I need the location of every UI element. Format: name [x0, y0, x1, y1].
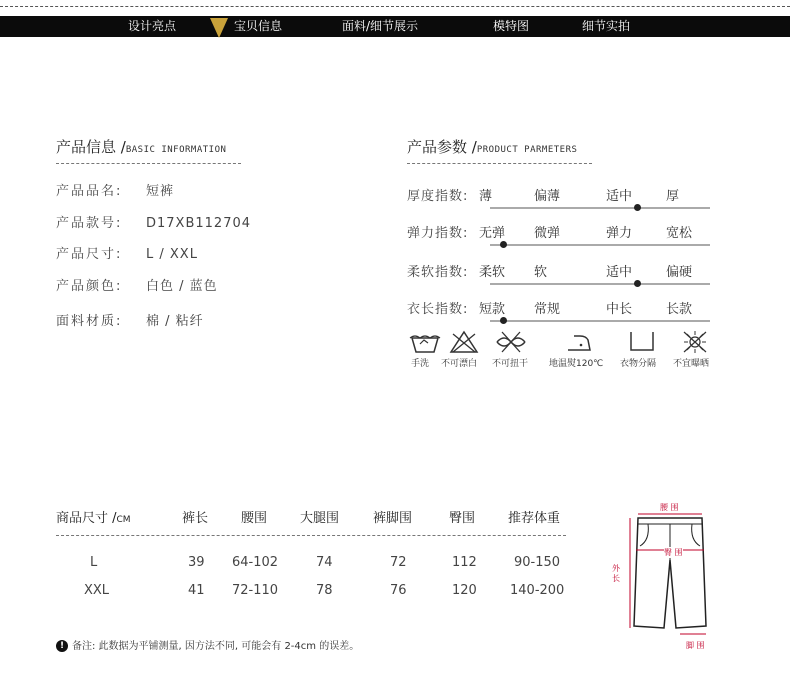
no-wring-icon	[494, 330, 528, 354]
nav-item-detail[interactable]: 细节实拍	[582, 19, 631, 33]
params-title-text: 产品参数 /	[407, 138, 477, 156]
care-label: 手洗	[411, 359, 430, 369]
table-cell: 78	[316, 583, 333, 598]
info-value: 白色 / 蓝色	[146, 279, 218, 294]
care-label: 地温熨120℃	[549, 359, 604, 369]
hand-wash-icon	[408, 330, 442, 354]
info-value: D17XB112704	[146, 216, 252, 231]
info-section-title	[56, 136, 226, 157]
param-option: 软	[534, 265, 548, 280]
measurement-diagram	[610, 500, 730, 660]
length-label: 外长	[612, 564, 620, 583]
param-option: 偏薄	[534, 189, 561, 204]
param-option: 适中	[606, 189, 633, 204]
params-title-underline	[407, 163, 592, 164]
param-option: 短款	[479, 302, 506, 317]
table-cell: 74	[316, 555, 333, 570]
size-header-text: 商品尺寸 /	[56, 511, 117, 526]
param-label: 柔软指数:	[407, 265, 469, 280]
info-title-underline	[56, 163, 241, 164]
param-option: 偏硬	[666, 265, 693, 280]
param-scale-line	[490, 320, 710, 322]
param-option: 无弹	[479, 226, 506, 241]
param-scale-line	[490, 283, 710, 285]
table-cell: 41	[188, 583, 205, 598]
info-value: 棉 / 粘纤	[146, 314, 204, 329]
no-sun-icon	[678, 330, 712, 354]
info-key: 产品款号:	[56, 216, 123, 231]
note-text: 备注: 此数据为平铺测量, 因方法不同, 可能会有 2-4cm 的误差。	[72, 641, 360, 652]
table-cell: 72-110	[232, 583, 279, 598]
size-unit: CM	[116, 515, 131, 525]
size-table-header: 腰围	[241, 511, 268, 526]
table-cell: 90-150	[514, 555, 561, 570]
params-section-title	[407, 136, 577, 157]
param-label: 弹力指数:	[407, 226, 469, 241]
category-nav-bar	[0, 16, 790, 37]
param-option: 长款	[666, 302, 693, 317]
info-key: 面料材质:	[56, 314, 123, 329]
param-label: 厚度指数:	[407, 189, 469, 204]
info-value: L / XXL	[146, 247, 198, 262]
alert-icon: !	[56, 640, 68, 652]
hem-label: 脚 围	[686, 641, 705, 650]
table-cell: 76	[390, 583, 407, 598]
param-option: 厚	[666, 189, 680, 204]
nav-item-model[interactable]: 模特图	[493, 19, 530, 33]
care-label: 衣物分隔	[620, 359, 657, 369]
info-key: 产品尺寸:	[56, 247, 123, 262]
care-label: 不可漂白	[441, 359, 478, 369]
table-cell: 140-200	[510, 583, 565, 598]
param-option: 宽松	[666, 226, 693, 241]
nav-item-design[interactable]: 设计亮点	[128, 19, 177, 33]
size-table-header-size	[56, 507, 131, 526]
param-indicator-dot	[634, 204, 641, 211]
care-label: 不可扭干	[492, 359, 529, 369]
nav-item-fabric[interactable]: 面料/细节展示	[342, 19, 419, 33]
size-table-header: 裤长	[182, 511, 209, 526]
param-indicator-dot	[500, 241, 507, 248]
param-option: 柔软	[479, 265, 506, 280]
table-cell: 39	[188, 555, 205, 570]
info-row-name	[56, 180, 174, 199]
size-table-divider	[56, 535, 566, 536]
nav-item-product-info[interactable]: 宝贝信息	[234, 19, 283, 33]
table-cell: 120	[452, 583, 477, 598]
info-row-color	[56, 275, 218, 294]
top-dashed-divider	[0, 6, 790, 7]
table-cell: 112	[452, 555, 477, 570]
hip-label: 臀 围	[664, 548, 683, 557]
active-tab-marker-icon	[210, 18, 228, 38]
info-row-size	[56, 243, 198, 262]
params-subtitle-text: PRODUCT PARMETERS	[476, 145, 578, 155]
param-option: 薄	[479, 189, 493, 204]
care-label: 不宜曝晒	[673, 359, 710, 369]
size-table-header: 大腿围	[300, 511, 340, 526]
table-cell: XXL	[84, 583, 110, 598]
info-key: 产品颜色:	[56, 279, 123, 294]
info-title-text: 产品信息 /	[56, 138, 126, 156]
param-scale-line	[490, 244, 710, 246]
param-indicator-dot	[500, 317, 507, 324]
info-row-material	[56, 310, 204, 329]
param-scale-line	[490, 207, 710, 209]
size-table-header: 推荐体重	[508, 511, 561, 526]
param-option: 弹力	[606, 226, 633, 241]
param-option: 中长	[606, 302, 633, 317]
param-option: 微弹	[534, 226, 561, 241]
no-bleach-icon	[447, 330, 481, 354]
shorts-outline-icon	[610, 500, 730, 660]
size-table-header: 裤脚围	[373, 511, 413, 526]
iron-icon	[562, 330, 596, 354]
param-option: 适中	[606, 265, 633, 280]
table-cell: L	[90, 555, 98, 570]
param-indicator-dot	[634, 280, 641, 287]
info-value: 短裤	[146, 184, 175, 199]
table-cell: 64-102	[232, 555, 279, 570]
waist-label: 腰 围	[660, 503, 679, 512]
separate-icon	[625, 330, 659, 354]
info-key: 产品品名:	[56, 184, 123, 199]
info-row-sku	[56, 212, 251, 231]
param-option: 常规	[534, 302, 561, 317]
param-label: 衣长指数:	[407, 302, 469, 317]
info-subtitle-text: BASIC INFORMATION	[125, 145, 227, 155]
size-table-header: 臀围	[449, 511, 476, 526]
measurement-note	[56, 637, 359, 652]
table-cell: 72	[390, 555, 407, 570]
